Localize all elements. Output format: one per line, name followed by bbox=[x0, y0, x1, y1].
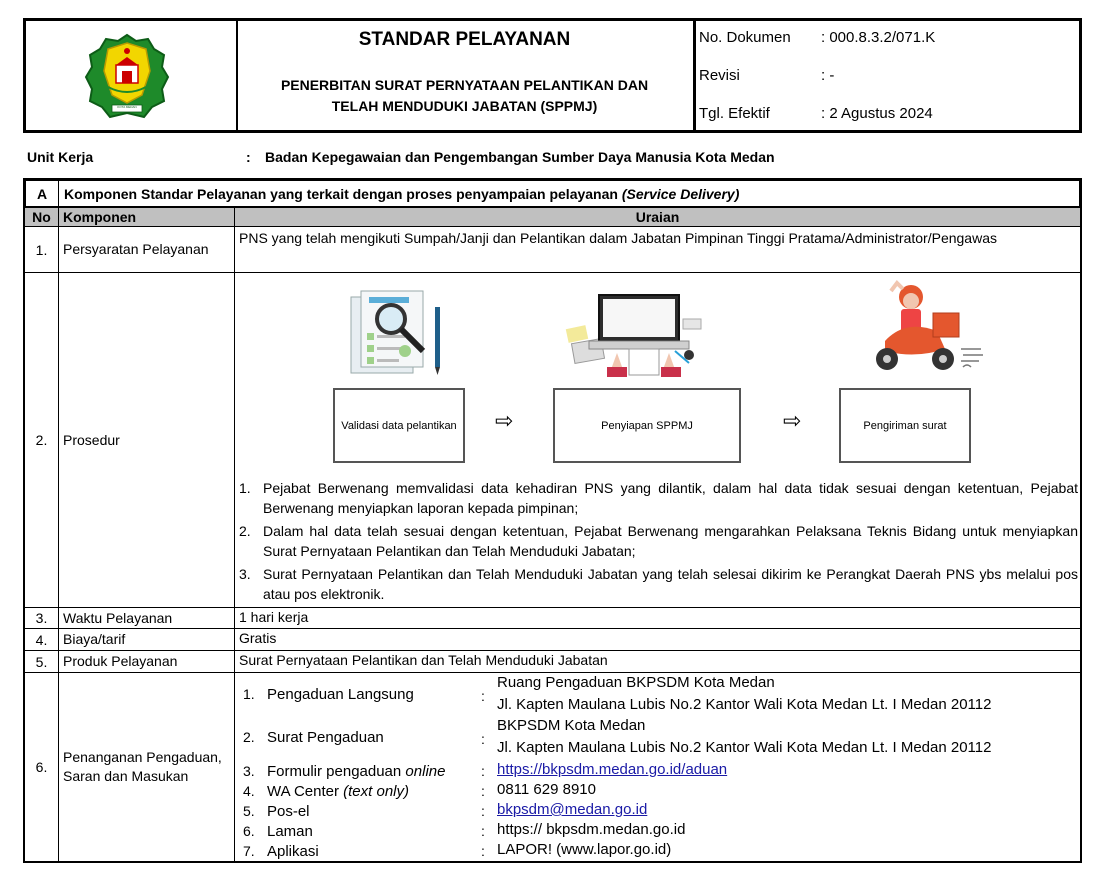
complaint-sep: : bbox=[481, 763, 485, 779]
complaint-label: Surat Pengaduan bbox=[267, 729, 384, 746]
complaint-number: 1. bbox=[243, 686, 255, 702]
row-uraian: Surat Pernyataan Pelantikan dan Telah Menduduki Jabatan bbox=[239, 652, 608, 668]
document-info-cell bbox=[695, 21, 1079, 130]
row-komponen: Penanganan Pengaduan, Saran dan Masukan bbox=[59, 673, 235, 861]
section-title-italic: (Service Delivery) bbox=[621, 186, 740, 202]
procedure-step bbox=[239, 521, 1078, 561]
table-row-pengaduan bbox=[23, 673, 1082, 863]
unit-separator: : bbox=[246, 149, 251, 165]
complaint-label: Laman bbox=[267, 823, 313, 840]
logo-caption: KOTA MEDAN bbox=[117, 105, 137, 109]
row-uraian-prosedur bbox=[235, 273, 1080, 607]
page-subtitle-line1: PENERBITAN SURAT PERNYATAAN PELANTIKAN DAN bbox=[280, 77, 649, 93]
row-komponen: Produk Pelayanan bbox=[59, 651, 235, 672]
complaint-sep: : bbox=[481, 688, 485, 704]
complaint-value: Ruang Pengaduan BKPSDM Kota Medan bbox=[497, 674, 775, 691]
section-header-row bbox=[23, 178, 1082, 208]
section-title-text: Komponen Standar Pelayanan yang terkait dengan proses penyampaian pelayanan bbox=[64, 186, 618, 202]
procedure-step-number: 2. bbox=[239, 523, 251, 539]
revision-value: : - bbox=[821, 67, 835, 84]
email-link[interactable]: bkpsdm@medan.go.id bbox=[497, 801, 648, 818]
application-value: LAPOR! (www.lapor.go.id) bbox=[497, 841, 672, 858]
flow-arrow-icon: ⇨ bbox=[495, 408, 514, 433]
column-header-row bbox=[23, 208, 1082, 227]
complaint-sep: : bbox=[481, 823, 485, 839]
row-uraian: Gratis bbox=[239, 630, 277, 646]
row-number: 5. bbox=[25, 651, 59, 672]
row-number: 3. bbox=[25, 608, 59, 628]
row-komponen: Prosedur bbox=[59, 273, 235, 607]
page-title: STANDAR PELAYANAN bbox=[358, 29, 571, 50]
complaint-label: Aplikasi bbox=[267, 843, 319, 860]
website-value: https:// bkpsdm.medan.go.id bbox=[497, 821, 686, 838]
unit-value: Badan Kepegawaian dan Pengembangan Sumber Daya Manusia Kota Medan bbox=[265, 149, 775, 165]
complaint-number: 2. bbox=[243, 729, 255, 745]
complaint-form-link[interactable]: https://bkpsdm.medan.go.id/aduan bbox=[497, 761, 728, 778]
flow-step-pengiriman: Pengiriman surat bbox=[839, 388, 971, 463]
table-row-biaya bbox=[23, 629, 1082, 651]
complaint-sep: : bbox=[481, 731, 485, 747]
row-uraian: PNS yang telah mengikuti Sumpah/Janji dan Pelantikan dalam Jabatan Pimpinan Tinggi Pratama/Administrator/Pengawas bbox=[239, 230, 997, 246]
page-subtitle-line2: TELAH MENDUDUKI JABATAN (SPPMJ) bbox=[331, 98, 598, 114]
complaint-value: BKPSDM Kota Medan bbox=[497, 717, 646, 734]
complaint-address: Jl. Kapten Maulana Lubis No.2 Kantor Wali Kota Medan Lt. I Medan 20112 bbox=[497, 739, 992, 756]
column-uraian: Uraian bbox=[635, 209, 680, 225]
complaint-number: 3. bbox=[243, 763, 255, 779]
complaint-label bbox=[267, 782, 409, 801]
row-number: 4. bbox=[25, 629, 59, 650]
effective-date-value: : 2 Agustus 2024 bbox=[821, 105, 933, 122]
complaint-label: Pengaduan Langsung bbox=[267, 686, 414, 703]
row-komponen: Persyaratan Pelayanan bbox=[59, 227, 235, 272]
wa-center-number: 0811 629 8910 bbox=[497, 781, 596, 798]
complaint-sep: : bbox=[481, 843, 485, 859]
procedure-step-text: Pejabat Berwenang memvalidasi data kehadiran PNS yang dilantik, dalam hal data tidak sesuai dengan ketentuan, Pejabat Berwenang menyiapkan laporan kepada pimpinan; bbox=[263, 480, 1078, 516]
procedure-step bbox=[239, 478, 1078, 518]
row-number: 1. bbox=[25, 227, 59, 272]
flow-arrow-icon: ⇨ bbox=[783, 408, 802, 433]
complaint-label bbox=[267, 762, 445, 781]
row-uraian: 1 hari kerja bbox=[239, 609, 309, 625]
flow-step-penyiapan: Penyiapan SPPMJ bbox=[553, 388, 741, 463]
section-letter: A bbox=[26, 181, 59, 206]
service-standard-table bbox=[23, 178, 1082, 863]
laptop-work-icon bbox=[565, 291, 705, 377]
revision-label: Revisi bbox=[699, 67, 740, 84]
complaint-label-italic: online bbox=[405, 763, 446, 780]
table-row-prosedur bbox=[23, 273, 1082, 608]
row-komponen: Biaya/tarif bbox=[59, 629, 235, 650]
row-number: 2. bbox=[25, 273, 59, 607]
complaint-label-italic: (text only) bbox=[343, 783, 409, 800]
procedure-step bbox=[239, 564, 1078, 604]
document-magnifier-icon bbox=[343, 287, 453, 377]
complaint-label-text: Formulir pengaduan bbox=[267, 763, 402, 780]
complaint-sep: : bbox=[481, 803, 485, 819]
flow-step-validasi: Validasi data pelantikan bbox=[333, 388, 465, 463]
procedure-step-text: Surat Pernyataan Pelantikan dan Telah Menduduki Jabatan yang telah selesai dikirim ke Perangkat Daerah PNS ybs melalui pos atau pos elektronik. bbox=[263, 566, 1078, 602]
procedure-step-number: 1. bbox=[239, 480, 251, 496]
table-row-waktu bbox=[23, 608, 1082, 629]
column-komponen: Komponen bbox=[59, 208, 235, 226]
doc-number-label: No. Dokumen bbox=[699, 29, 791, 46]
column-no: No bbox=[25, 208, 59, 226]
row-komponen: Waktu Pelayanan bbox=[59, 608, 235, 628]
complaint-number: 7. bbox=[243, 843, 255, 859]
row-number: 6. bbox=[25, 673, 59, 861]
complaint-number: 4. bbox=[243, 783, 255, 799]
doc-number-value: : 000.8.3.2/071.K bbox=[821, 29, 936, 46]
complaint-number: 5. bbox=[243, 803, 255, 819]
procedure-step-text: Dalam hal data telah sesuai dengan ketentuan, Pejabat Berwenang mengarahkan Pelaksana Teknis Bidang untuk menyiapkan Surat Pernyataan Pelantikan dan Telah Menduduki Jabatan; bbox=[263, 523, 1078, 559]
section-title bbox=[64, 186, 739, 202]
delivery-scooter-icon bbox=[845, 279, 985, 379]
unit-label: Unit Kerja bbox=[27, 149, 94, 165]
complaint-sep: : bbox=[481, 783, 485, 799]
row-uraian-pengaduan bbox=[235, 673, 1080, 861]
effective-date-label: Tgl. Efektif bbox=[699, 105, 770, 122]
procedure-step-number: 3. bbox=[239, 566, 251, 582]
complaint-label: Pos-el bbox=[267, 803, 310, 820]
logo-cell bbox=[26, 21, 238, 130]
complaint-label-text: WA Center bbox=[267, 783, 339, 800]
table-row-persyaratan bbox=[23, 227, 1082, 273]
complaint-address: Jl. Kapten Maulana Lubis No.2 Kantor Wali Kota Medan Lt. I Medan 20112 bbox=[497, 696, 992, 713]
table-row-produk bbox=[23, 651, 1082, 673]
title-cell bbox=[236, 21, 696, 130]
complaint-number: 6. bbox=[243, 823, 255, 839]
document-header bbox=[23, 18, 1082, 133]
